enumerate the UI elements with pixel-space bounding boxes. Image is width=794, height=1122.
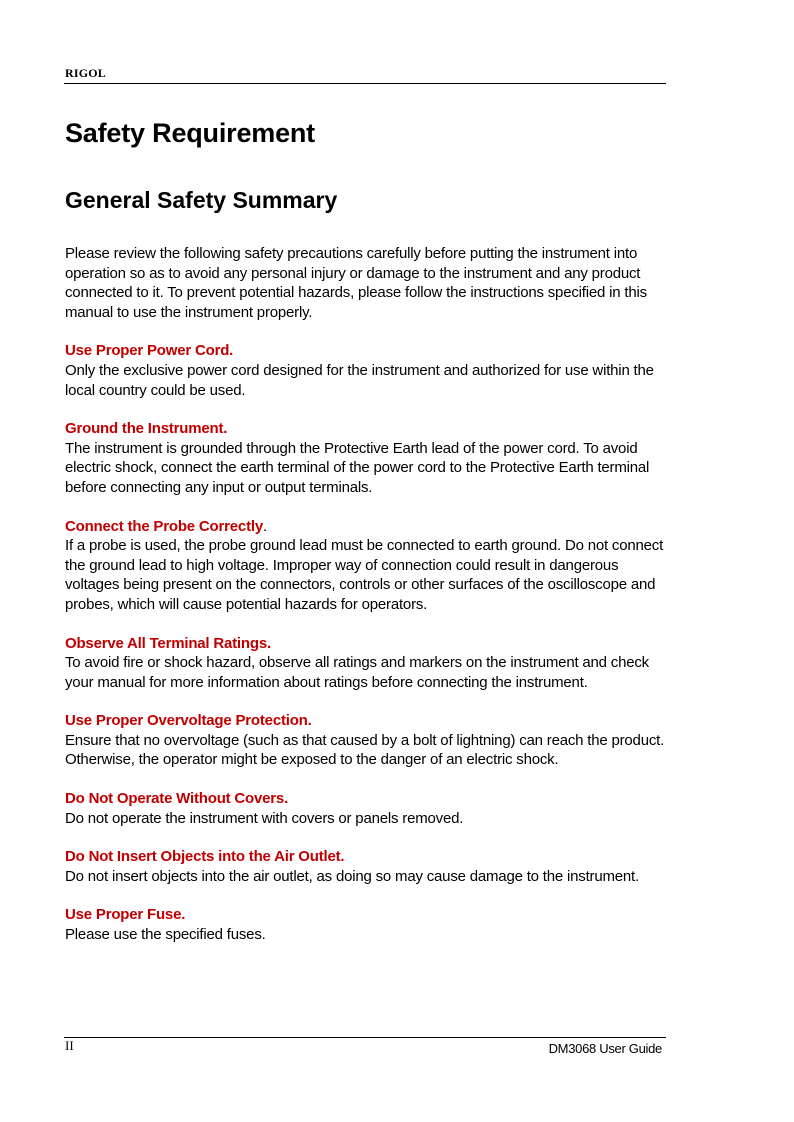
safety-item-power-cord bbox=[65, 341, 667, 400]
safety-item-overvoltage bbox=[65, 711, 667, 770]
item-body: Please use the specified fuses. bbox=[65, 926, 266, 944]
item-title: Ground the Instrument. bbox=[65, 420, 228, 438]
item-title: Use Proper Fuse. bbox=[65, 906, 186, 924]
page-title: Safety Requirement bbox=[65, 118, 315, 148]
safety-item-terminal-ratings bbox=[65, 634, 667, 693]
safety-item-covers bbox=[65, 789, 667, 828]
item-body: If a probe is used, the probe ground lead must be connected to earth ground. Do not connect the ground lead to high voltage. Improper way of connection could result in dangerous voltages being present on the connectors, controls or other surfaces of the oscilloscope and probes, which will cause potential hazards for operators. bbox=[65, 537, 664, 613]
safety-item-fuse bbox=[65, 905, 667, 944]
item-body: Do not operate the instrument with covers or panels removed. bbox=[65, 809, 464, 827]
item-body: Ensure that no overvoltage (such as that caused by a bolt of lightning) can reach the product. Otherwise, the operator might be exposed to the danger of an electric shock. bbox=[65, 731, 665, 769]
safety-item-probe bbox=[65, 517, 667, 615]
item-title: Do Not Operate Without Covers. bbox=[65, 790, 289, 808]
section-title: General Safety Summary bbox=[65, 187, 338, 213]
item-title: Do Not Insert Objects into the Air Outlet. bbox=[65, 848, 345, 866]
safety-item-ground bbox=[65, 419, 667, 497]
item-body: Do not insert objects into the air outlet, as doing so may cause damage to the instrument. bbox=[65, 867, 639, 885]
page-number: II bbox=[65, 1038, 74, 1053]
item-body: Only the exclusive power cord designed for the instrument and authorized for use within the local country could be used. bbox=[65, 361, 654, 399]
footer-divider bbox=[64, 1037, 666, 1038]
item-body: The instrument is grounded through the Protective Earth lead of the power cord. To avoid electric shock, connect the earth terminal of the power cord to the Protective Earth terminal before connecting any input or output terminals. bbox=[65, 439, 650, 496]
header-brand: RIGOL bbox=[65, 66, 107, 80]
item-title: Use Proper Overvoltage Protection. bbox=[65, 712, 312, 730]
guide-name: DM3068 User Guide bbox=[548, 1041, 662, 1056]
intro-paragraph: Please review the following safety precautions carefully before putting the instrument into operation so as to avoid any personal injury or damage to the instrument and any product connected to it. To prevent potential hazards, please follow the instructions specified in this manual to use the instrument properly. bbox=[65, 245, 647, 321]
item-body: To avoid fire or shock hazard, observe all ratings and markers on the instrument and check your manual for more information about ratings before connecting the instrument. bbox=[65, 654, 649, 691]
safety-item-air-outlet bbox=[65, 847, 667, 886]
item-title: Connect the Probe Correctly bbox=[65, 517, 263, 535]
item-title: Use Proper Power Cord. bbox=[65, 342, 234, 360]
item-title-trailing: . bbox=[262, 517, 267, 535]
item-title: Observe All Terminal Ratings. bbox=[65, 634, 271, 652]
content-body bbox=[65, 244, 667, 964]
header-divider bbox=[64, 83, 666, 84]
